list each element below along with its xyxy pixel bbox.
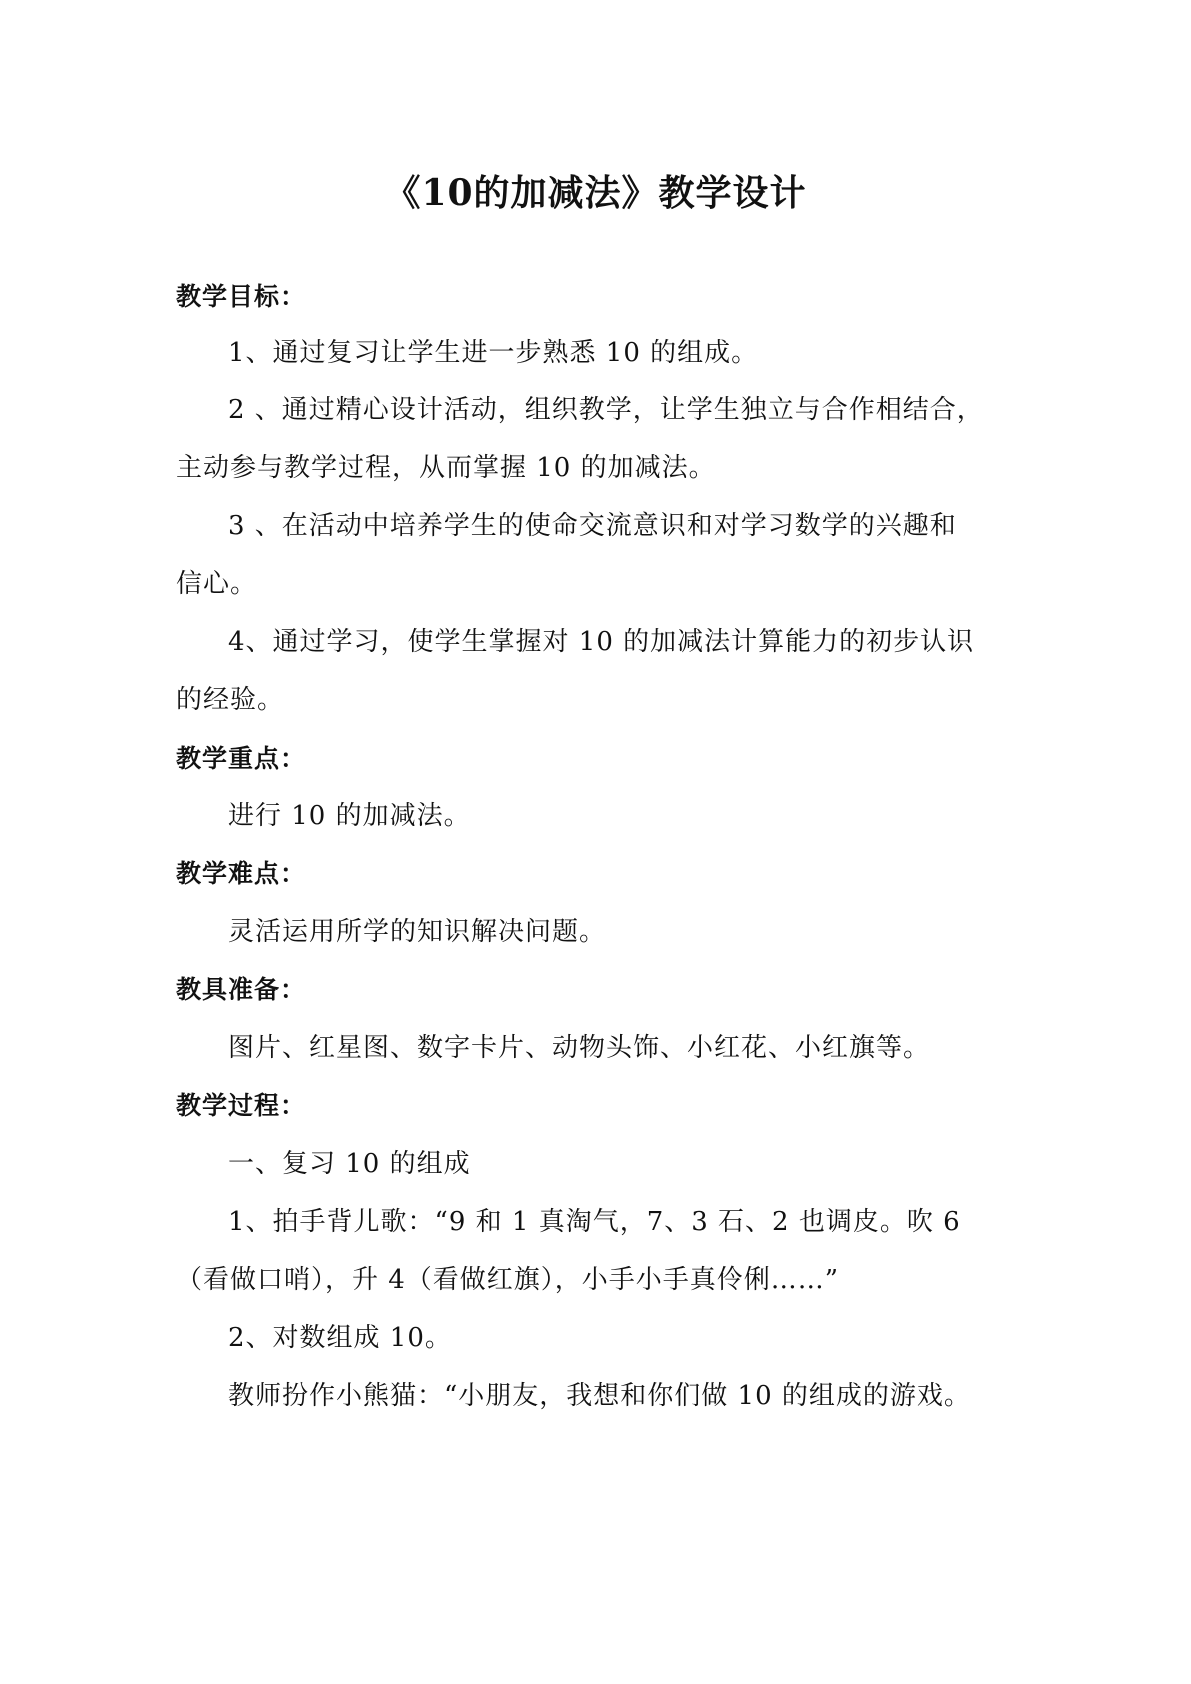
process-section-1: 一、复习 10 的组成 bbox=[228, 1149, 471, 1179]
process-step-1-line-2: （看做口哨），升 4（看做红旗），小手小手真伶俐……” bbox=[176, 1265, 840, 1295]
objective-item-1: 1、通过复习让学生进一步熟悉 10 的组成。 bbox=[228, 338, 759, 368]
difficulties-heading: 教学难点： bbox=[176, 859, 307, 888]
objective-item-4-line-2: 的经验。 bbox=[176, 685, 285, 715]
process-step-1-line-1: 1、拍手背儿歌：“9 和 1 真淘气，7、3 石、2 也调皮。吹 6 bbox=[228, 1207, 961, 1237]
objective-item-3-line-2: 信心。 bbox=[176, 569, 258, 599]
document-title: 《10的加减法》教学设计 bbox=[384, 172, 807, 214]
difficulties-text: 灵活运用所学的知识解决问题。 bbox=[228, 917, 607, 947]
process-step-2: 2、对数组成 10。 bbox=[228, 1323, 452, 1353]
materials-text: 图片、红星图、数字卡片、动物头饰、小红花、小红旗等。 bbox=[228, 1033, 931, 1063]
materials-heading: 教具准备： bbox=[176, 975, 307, 1004]
objective-item-2-line-1: 2 、通过精心设计活动，组织教学，让学生独立与合作相结合， bbox=[228, 395, 984, 425]
objectives-heading: 教学目标： bbox=[176, 282, 307, 311]
key-points-heading: 教学重点： bbox=[176, 744, 307, 773]
teacher-dialogue-line: 教师扮作小熊猫：“小朋友，我想和你们做 10 的组成的游戏。 bbox=[228, 1381, 971, 1411]
key-points-text: 进行 10 的加减法。 bbox=[228, 801, 471, 831]
process-heading: 教学过程： bbox=[176, 1091, 307, 1120]
objective-item-3-line-1: 3 、在活动中培养学生的使命交流意识和对学习数学的兴趣和 bbox=[228, 511, 957, 541]
objective-item-4-line-1: 4、通过学习，使学生掌握对 10 的加减法计算能力的初步认识 bbox=[228, 627, 975, 657]
objective-item-2-line-2: 主动参与教学过程，从而掌握 10 的加减法。 bbox=[176, 453, 716, 483]
